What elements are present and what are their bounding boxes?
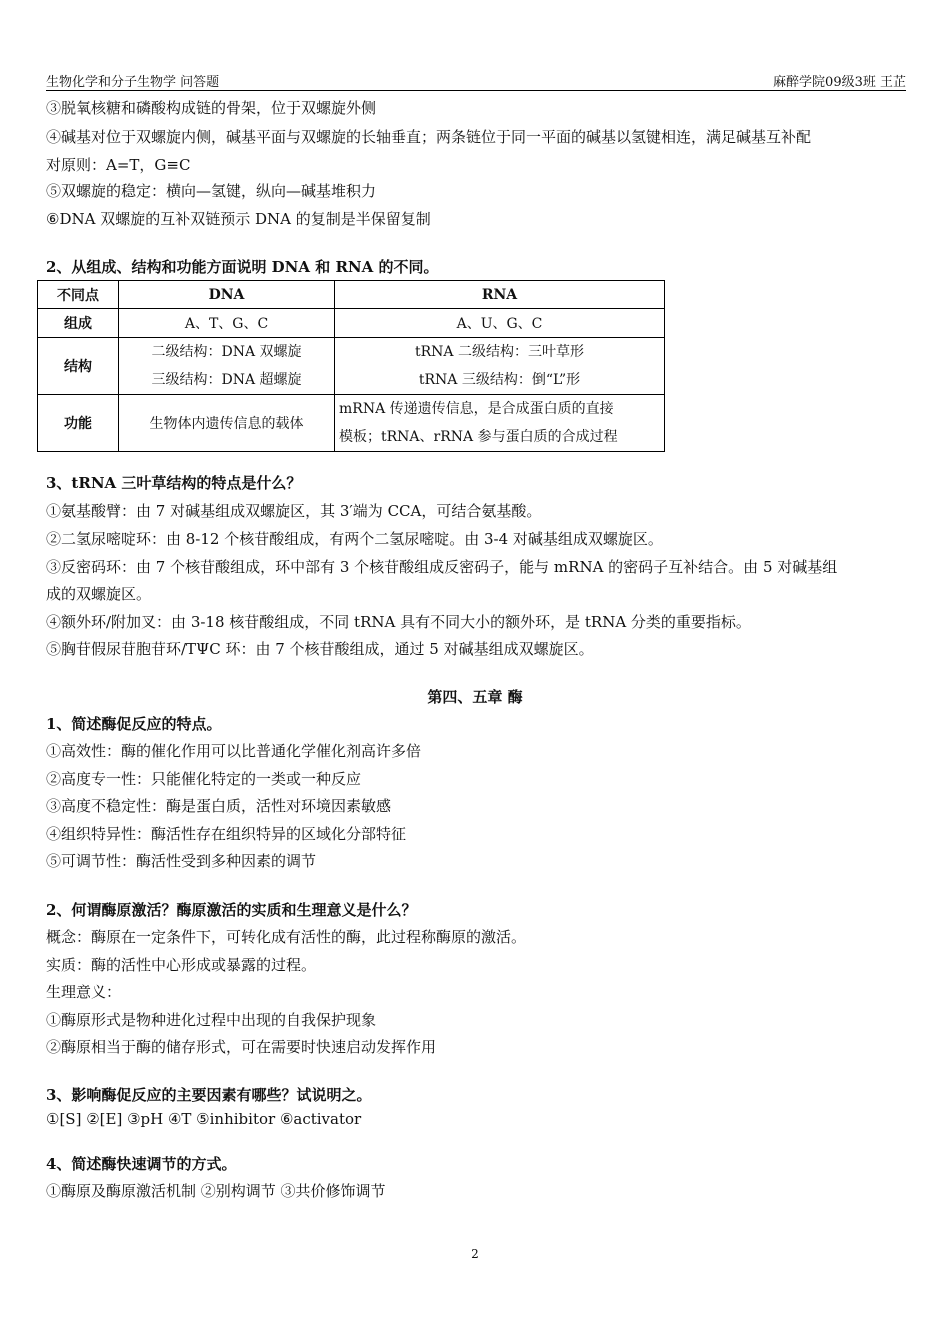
dna-rna-comparison-table [37,280,665,452]
dna-point-4: ④碱基对位于双螺旋内侧，碱基平面与双螺旋的长轴垂直；两条链位于同一平面的碱基以氢键相连，满足碱基互补配 [46,128,812,146]
trna-point: ③反密码环：由 7 个核苷酸组成，环中部有 3 个核苷酸组成反密码子，能与 mRNA 的密码子互补结合。由 5 对碱基组 [46,558,838,576]
list-item: ①酶原及酶原激活机制 ②别构调节 ③共价修饰调节 [46,1182,386,1200]
list-item: ②高度专一性：只能催化特定的一类或一种反应 [46,770,362,788]
row-label: 结构 [38,338,119,395]
dna-cell: 生物体内遗传信息的载体 [119,395,335,452]
table-header-cell: DNA [119,281,335,309]
question-3-title: 3、tRNA 三叶草结构的特点是什么？ [46,474,302,492]
list-item: 实质：酶的活性中心形成或暴露的过程。 [46,956,317,974]
question-2-title: 2、从组成、结构和功能方面说明 DNA 和 RNA 的不同。 [46,258,439,276]
list-item: 概念：酶原在一定条件下，可转化成有活性的酶，此过程称酶原的激活。 [46,928,527,946]
list-item: ②酶原相当于酶的储存形式，可在需要时快速启动发挥作用 [46,1038,437,1056]
cell-line: mRNA 传递遗传信息，是合成蛋白质的直接 [339,401,614,417]
trna-point-cont: 成的双螺旋区。 [46,585,152,603]
list-item: 生理意义： [46,983,122,1001]
page-number: 2 [471,1247,479,1261]
page-header [46,70,906,91]
list-item: ③高度不稳定性：酶是蛋白质，活性对环境因素敏感 [46,797,392,815]
dna-cell: A、T、G、C [119,309,335,338]
table-row [38,395,665,452]
enzyme-question-2-title: 2、何谓酶原激活？酶原激活的实质和生理意义是什么？ [46,901,417,919]
row-label: 组成 [38,309,119,338]
dna-point-6: ⑥DNA 双螺旋的互补双链预示 DNA 的复制是半保留复制 [46,210,431,228]
table-header-row [38,281,665,309]
table-row [38,338,665,395]
header-author: 麻醉学院09级3班 王芷 [773,75,906,90]
enzyme-question-4-title: 4、简述酶快速调节的方式。 [46,1155,237,1173]
table-header-cell: RNA [335,281,665,309]
cell-line: 模板；tRNA、rRNA 参与蛋白质的合成过程 [339,429,618,445]
enzyme-question-3-title: 3、影响酶促反应的主要因素有哪些？试说明之。 [46,1086,372,1104]
rna-cell [335,338,665,395]
rna-cell [335,395,665,452]
enzyme-question-1-title: 1、简述酶促反应的特点。 [46,715,222,733]
dna-point-4-cont: 对原则：A=T，G≡C [46,156,191,174]
dna-point-5: ⑤双螺旋的稳定：横向—氢键，纵向—碱基堆积力 [46,182,377,200]
list-item: ①高效性：酶的催化作用可以比普通化学催化剂高许多倍 [46,742,422,760]
cell-line: tRNA 二级结构：三叶草形 [415,344,584,360]
list-item: ⑤可调节性：酶活性受到多种因素的调节 [46,852,317,870]
list-item: ④组织特异性：酶活性存在组织特异的区域化分部特征 [46,825,407,843]
trna-point: ⑤胸苷假尿苷胞苷环/TΨC 环：由 7 个核苷酸组成，通过 5 对碱基组成双螺旋区。 [46,640,594,658]
dna-point-3: ③脱氧核糖和磷酸构成链的骨架，位于双螺旋外侧 [46,99,377,117]
chapter-title: 第四、五章 酶 [427,688,523,706]
trna-point: ④额外环/附加叉：由 3-18 核苷酸组成，不同 tRNA 具有不同大小的额外环，是 tRNA 分类的重要指标。 [46,613,751,631]
row-label: 功能 [38,395,119,452]
header-course-title: 生物化学和分子生物学 问答题 [46,75,220,90]
cell-line: 二级结构：DNA 双螺旋 [151,344,302,360]
table-header-cell: 不同点 [38,281,119,309]
table-row [38,309,665,338]
cell-line: tRNA 三级结构：倒“L”形 [418,372,581,388]
list-item: ①酶原形式是物种进化过程中出现的自我保护现象 [46,1011,377,1029]
rna-cell: A、U、G、C [335,309,665,338]
list-item: ①[S] ②[E] ③pH ④T ⑤inhibitor ⑥activator [46,1110,362,1128]
cell-line: 三级结构：DNA 超螺旋 [151,372,302,388]
dna-cell [119,338,335,395]
trna-point: ①氨基酸臂：由 7 对碱基组成双螺旋区，其 3′端为 CCA，可结合氨基酸。 [46,502,542,520]
trna-point: ②二氢尿嘧啶环：由 8-12 个核苷酸组成，有两个二氢尿嘧啶。由 3-4 对碱基组成双螺旋区。 [46,530,663,548]
